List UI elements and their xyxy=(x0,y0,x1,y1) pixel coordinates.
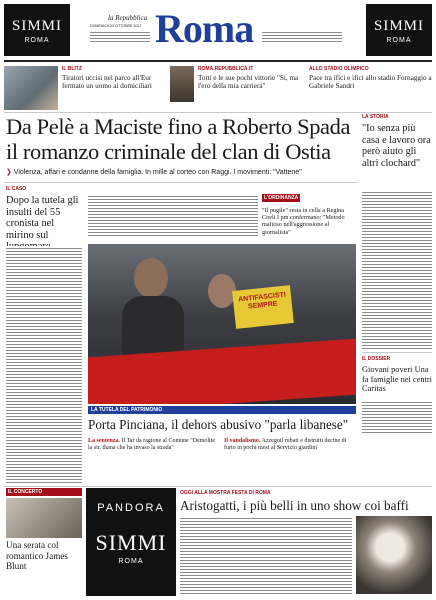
teaser-right[interactable] xyxy=(309,66,434,90)
ad-brand-top: PANDORA xyxy=(97,502,165,514)
lead-photo xyxy=(88,244,356,404)
photo-figure xyxy=(134,258,168,298)
teaser-kicker: ROMA.REPUBBLICA.IT xyxy=(198,66,254,72)
patrimonio-kicker: LA TUTELA DEL PATRIMONIO xyxy=(88,406,356,414)
protest-sign xyxy=(232,285,294,329)
concerto-kicker: IL CONCERTO xyxy=(6,488,82,496)
teaser-rule xyxy=(4,112,432,113)
ad-city: ROMA xyxy=(24,37,50,44)
festa-story[interactable] xyxy=(180,490,432,513)
left-column-body xyxy=(6,246,82,484)
masthead-date: DOMENICA 22 OTTOBRE 2017 xyxy=(90,24,142,28)
lead-headline[interactable] xyxy=(6,114,356,164)
top-left-ad[interactable] xyxy=(4,4,70,56)
right-story-kicker: LA STORIA xyxy=(362,114,389,120)
center-body-text xyxy=(88,194,258,238)
patrimonio-sub-right[interactable] xyxy=(224,438,356,452)
right-column-body xyxy=(362,190,432,350)
dossier-story[interactable] xyxy=(362,356,432,394)
right-story[interactable] xyxy=(362,114,432,169)
concerto-photo xyxy=(6,498,82,538)
ad-city: ROMA xyxy=(386,37,412,44)
left-headline: Dopo la tutela gli insulti del 55 cronista nel mirino sul xyxy=(6,195,79,241)
bottom-ad[interactable] xyxy=(86,488,176,596)
masthead-title: Roma xyxy=(155,6,254,51)
top-right-ad[interactable] xyxy=(366,4,432,56)
sub-right-label: Il vandalismo. xyxy=(224,438,261,444)
sub-left-label: La sentenza. xyxy=(88,438,120,444)
ordinanza-headline: "Il pugile" resta in cella a Regina Coeli I pm confermano: "Metodo mafioso nell'aggressione al giornalista" xyxy=(262,207,345,236)
lead-deck xyxy=(6,168,358,176)
patrimonio-sub-left[interactable] xyxy=(88,438,218,452)
masthead-rule xyxy=(4,60,432,62)
festa-body xyxy=(180,516,352,594)
ad-brand: SIMMI xyxy=(373,18,424,34)
teaser-photo xyxy=(170,66,194,102)
teaser-left[interactable] xyxy=(62,66,172,90)
patrimonio-rule xyxy=(4,486,432,487)
dossier-kicker: IL DOSSIER xyxy=(362,356,391,362)
teaser-photo-left xyxy=(4,66,58,110)
patrimonio-story[interactable] xyxy=(88,406,356,432)
left-kicker: IL CASO xyxy=(6,186,27,192)
sub-right-text: Azzeguil rubati e distrutti decine di furto in pochi mesi al Servizio giardini xyxy=(224,438,347,451)
concerto-headline: Una serata col romantico James Blunt xyxy=(6,540,68,571)
right-rule xyxy=(362,352,432,353)
left-column-story[interactable] xyxy=(6,186,82,253)
cat-photo xyxy=(356,516,432,594)
dossier-headline: Giovani poveri Una fa famiglie nei centri Caritas xyxy=(362,365,432,393)
ordinanza-kicker: L'ORDINANZA xyxy=(264,195,299,201)
lead-headline-line1: Da Pelè a Maciste fino a Roberto Spada xyxy=(6,114,351,139)
right-story-headline: "Io senza più casa e lavoro ora però aiuto gli altri clochard" xyxy=(362,123,431,169)
lead-headline-line2: il romanzo criminale del clan di Ostia xyxy=(6,139,331,164)
sub-left-text: Il Tar da ragione al Comune "Demolite la sir. thana che ha invaso la strada" xyxy=(88,438,216,451)
teaser-headline: Pace tra ifici e ifici allo stadio Fornaggio a Gabriele Sandri xyxy=(309,74,432,90)
publisher-name: la Repubblica xyxy=(108,14,148,22)
teaser-kicker: IL BLITZ xyxy=(62,66,82,72)
lead-rule xyxy=(4,182,358,183)
festa-headline: Aristogatti, i più belli in uno show coi baffi xyxy=(180,498,409,513)
patrimonio-headline: Porta Pinciana, il dehors abusivo "parla libanese" xyxy=(88,417,349,432)
festa-kicker: OGGI ALLA MOSTRA FESTA DI ROMA xyxy=(180,490,271,496)
protest-sign-text: ANTIFASCISTI SEMPRE xyxy=(237,291,287,311)
arrow-icon: ❯ xyxy=(6,169,12,176)
teaser-center[interactable] xyxy=(198,66,306,90)
teaser-kicker: ALLO STADIO OLIMPICO xyxy=(309,66,369,72)
masthead-info xyxy=(90,30,150,44)
dossier-body xyxy=(362,400,432,434)
masthead-info-right xyxy=(262,30,342,44)
ad-city: ROMA xyxy=(118,558,144,565)
concerto-story[interactable] xyxy=(6,488,82,572)
lead-deck-text: Violenza, affari e condanne della famiglia. In mille al corteo con Raggi. I movimenti: "Vattene" xyxy=(13,169,302,176)
ad-brand: SIMMI xyxy=(95,530,167,555)
ordinanza-story[interactable] xyxy=(262,186,358,236)
ad-brand: SIMMI xyxy=(11,18,62,34)
teaser-headline: Totti e le sue pochi vittorie "Si, ma l'ero della mia carriera" xyxy=(198,74,299,90)
teaser-headline: Tiratori uccisi nel parco all'Eur fermato un uomo ai domiciliari xyxy=(62,74,152,90)
